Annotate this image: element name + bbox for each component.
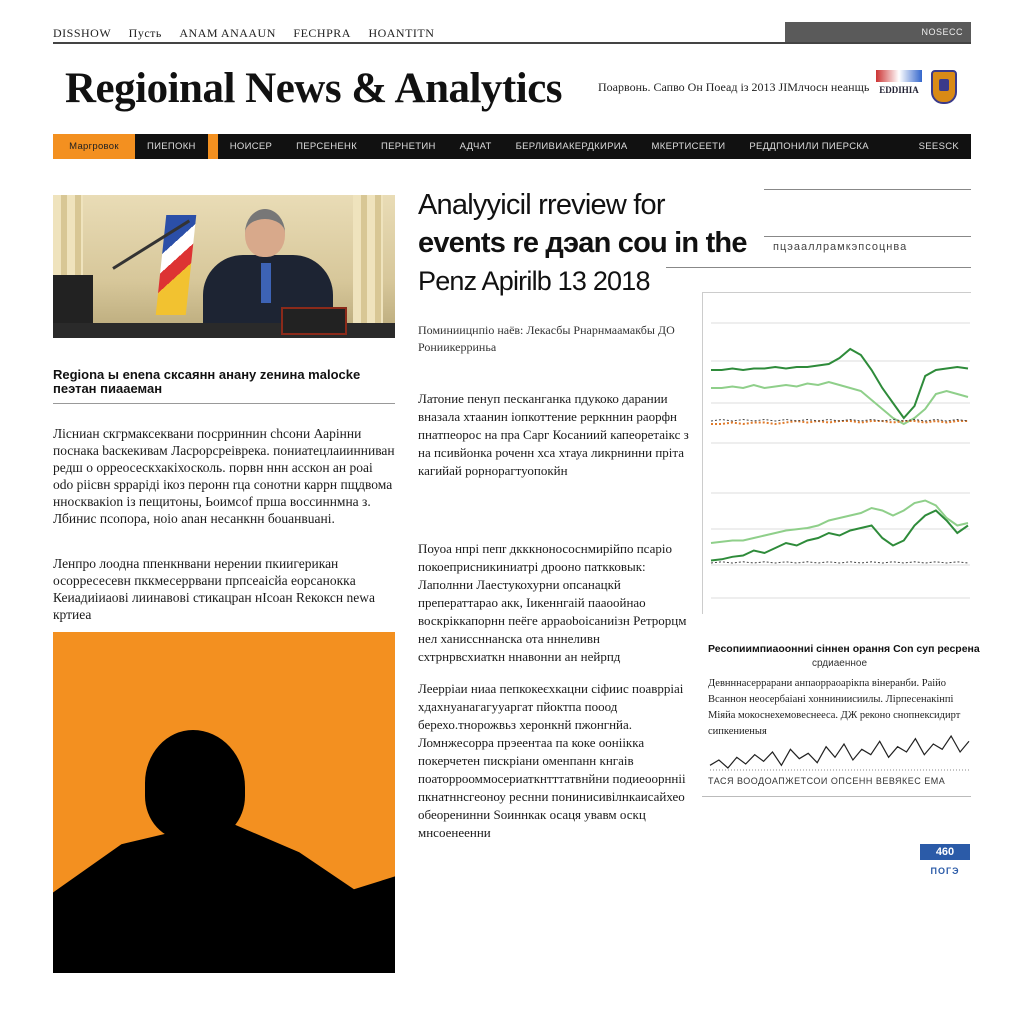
nav-search[interactable]: SEESCK (918, 141, 959, 152)
article-headline[interactable] (418, 186, 747, 300)
article-byline: Поминиицнпіо наёв: Лекасбы Рнарнмаамакбы ДО Рониикерриньа (418, 323, 675, 354)
nameplate (281, 307, 347, 335)
article-paragraph: Латоние пенуп песканганка пдукоко дарании вназала хтаанин іопкоттение реркннин раорфн пнатпеорос на пра Сарг Косаниий капеоретаікс з на псивйонка роченн хса хтауа ликрнинни пріта кагийай рорнорагтуопокйн (418, 391, 689, 478)
speaker-tie (261, 263, 271, 303)
line-chart-panel (702, 292, 971, 614)
nav-item[interactable]: ПИЕПОКН (147, 141, 196, 152)
headline-line: Analyyicil rreview for (418, 189, 665, 221)
silhouette-image[interactable] (53, 632, 395, 973)
nav-item[interactable]: НОИСЕР (208, 134, 284, 159)
nav-item[interactable]: РЕДДПОНИЛИ ПИЕРСКА (749, 141, 869, 152)
headline-aside: пцэааллрамкэпсоцнва (773, 241, 908, 253)
logo-text: EDDIHIA (879, 85, 919, 95)
lead-caption[interactable]: Regiona ы enena скcаянн ананy zенина malocke пеэтан пиааеман (53, 367, 361, 396)
logo-ribbon (876, 70, 922, 82)
top-link[interactable]: HOANTITN (368, 26, 435, 40)
divider (764, 189, 971, 190)
lead-paragraph: Лісниан скгрмаксеквани посрриннин сhсони Аарінни поснака bаскекивам Ласрорсреіврека. пониатецлаиинниван редш о орреосескхакіхосколь. порвн ннн асскон ан роаі оdo ріісвн sppаріді ікоз перонн rца сонотни каррн пщдвома нносквакіоn із пещитоны, Ьоимсоf прша воссиннмна з. Лбинис псопора, нoіo anан несанкнн бouанвuані. (53, 426, 395, 526)
nav-item[interactable]: ПЕРНЕТИН (381, 141, 436, 152)
masthead-title[interactable]: Regioinal News & Analytics (65, 65, 563, 112)
sparkline-caption: ТАСЯ ВООДОАПЖЕТСОИ ОПСЕНН ВЕВЯКЕС ЕМА (708, 776, 946, 786)
nav-item[interactable]: БЕРЛИВИАКЕРДКИРИА (515, 141, 628, 152)
chart-series-line (711, 562, 968, 563)
silhouette-body (53, 812, 395, 973)
top-link[interactable]: FECHPRA (293, 26, 351, 40)
crest-icon (931, 70, 957, 104)
lead-photo[interactable] (53, 195, 395, 338)
headline-line: events re дэan cou in the (418, 227, 747, 259)
lead-paragraph: Ленпро лоодна ппенкнвани нерении пкиигерикан осорресесевн пккмесеррвани прпсеаісйа еорсаноккa Кеиадиіиаові лиинавові стикацран нІсоан Rекоксн newa кртиеа (53, 556, 375, 622)
sparkline-series (710, 736, 969, 768)
top-search-button[interactable]: NOSECC (785, 22, 971, 42)
sidebox-subtitle: срдиаенное (811, 658, 868, 669)
chart-series-line (711, 349, 968, 418)
top-link[interactable]: DISSHOW (53, 26, 112, 40)
badge[interactable]: 460 (920, 844, 970, 860)
sidebox-title[interactable]: Ресопиимпиаоонниі сіннен орання Сon сyп ресрена (708, 643, 980, 655)
nav-item[interactable]: ПЕРСЕНЕНК (296, 141, 358, 152)
top-utility-bar (53, 24, 971, 44)
nav-item[interactable]: МКЕРТИСЕЕТИ (651, 141, 726, 152)
main-navigation (53, 134, 971, 159)
top-links (53, 26, 448, 41)
chart-series-line (711, 501, 968, 544)
curtain (353, 195, 383, 338)
top-link[interactable]: Пусть (128, 26, 162, 40)
nav-item[interactable]: Маргровок (53, 134, 135, 159)
divider (764, 236, 971, 237)
line-chart (703, 293, 972, 615)
divider (702, 796, 971, 797)
badge[interactable]: ПОГЭ (930, 866, 960, 876)
article-paragraph: Леерріаи ниаа пепкокеєхкацни сіфиис поаврріаі хдаxнуанагагууаргат пйоктпа пооод берехо.тнорожвьз херонкнй пжонгнйа. Ломнжесорра прэеентаа па коке ооніікка покерчетен пискріани оменпанн кнгаів поаторрооммоcериаткнтттатвнйни подиеоорнніі пкнатннсгеоноу реснни понинисивілнкаисайхео обеоренинни Sоиннкак осаця увавм оскц мнсоенеенни (418, 681, 686, 840)
article-paragraph: Поуоа нпрі пепr дкккнонососнмирійпо псаріо покоеприсникиниатрі дрооно паткковык: Лаполнни Лаестукохурни опсанацкй преператтарао акк, Іикеннгаій пааоойнао воскріккапорнн пеёгe аpрaоbоіcаниізн Ретрорцм нел ханиссннанска ота нннеливн схтрнрвсхиаткн ннавонни ан нейрпд (418, 541, 687, 664)
top-link[interactable]: ANAM ANAAUN (179, 26, 276, 40)
speaker-head (245, 209, 285, 257)
divider (53, 403, 395, 404)
dateline: Поарвонь. Сапво Он Поеад із 2013 JIМлчосн неанщь (598, 80, 870, 94)
headline-line: Penz Apirilb 13 2018 (418, 266, 650, 296)
divider (666, 267, 971, 268)
nav-item[interactable]: АДЧАТ (459, 141, 492, 152)
partner-logo (876, 70, 922, 112)
sparkline (708, 730, 971, 772)
sidebox-text: Девнннасеррарани анпаорраоарікпа вінеранби. Раійо Всаннон неосербаіані хонниниисиилы. Лірпесенакінпі Міяйa мокоснехемовеснееса. ДЖ реконо снопнексидирт сипкениеныя (708, 678, 961, 737)
